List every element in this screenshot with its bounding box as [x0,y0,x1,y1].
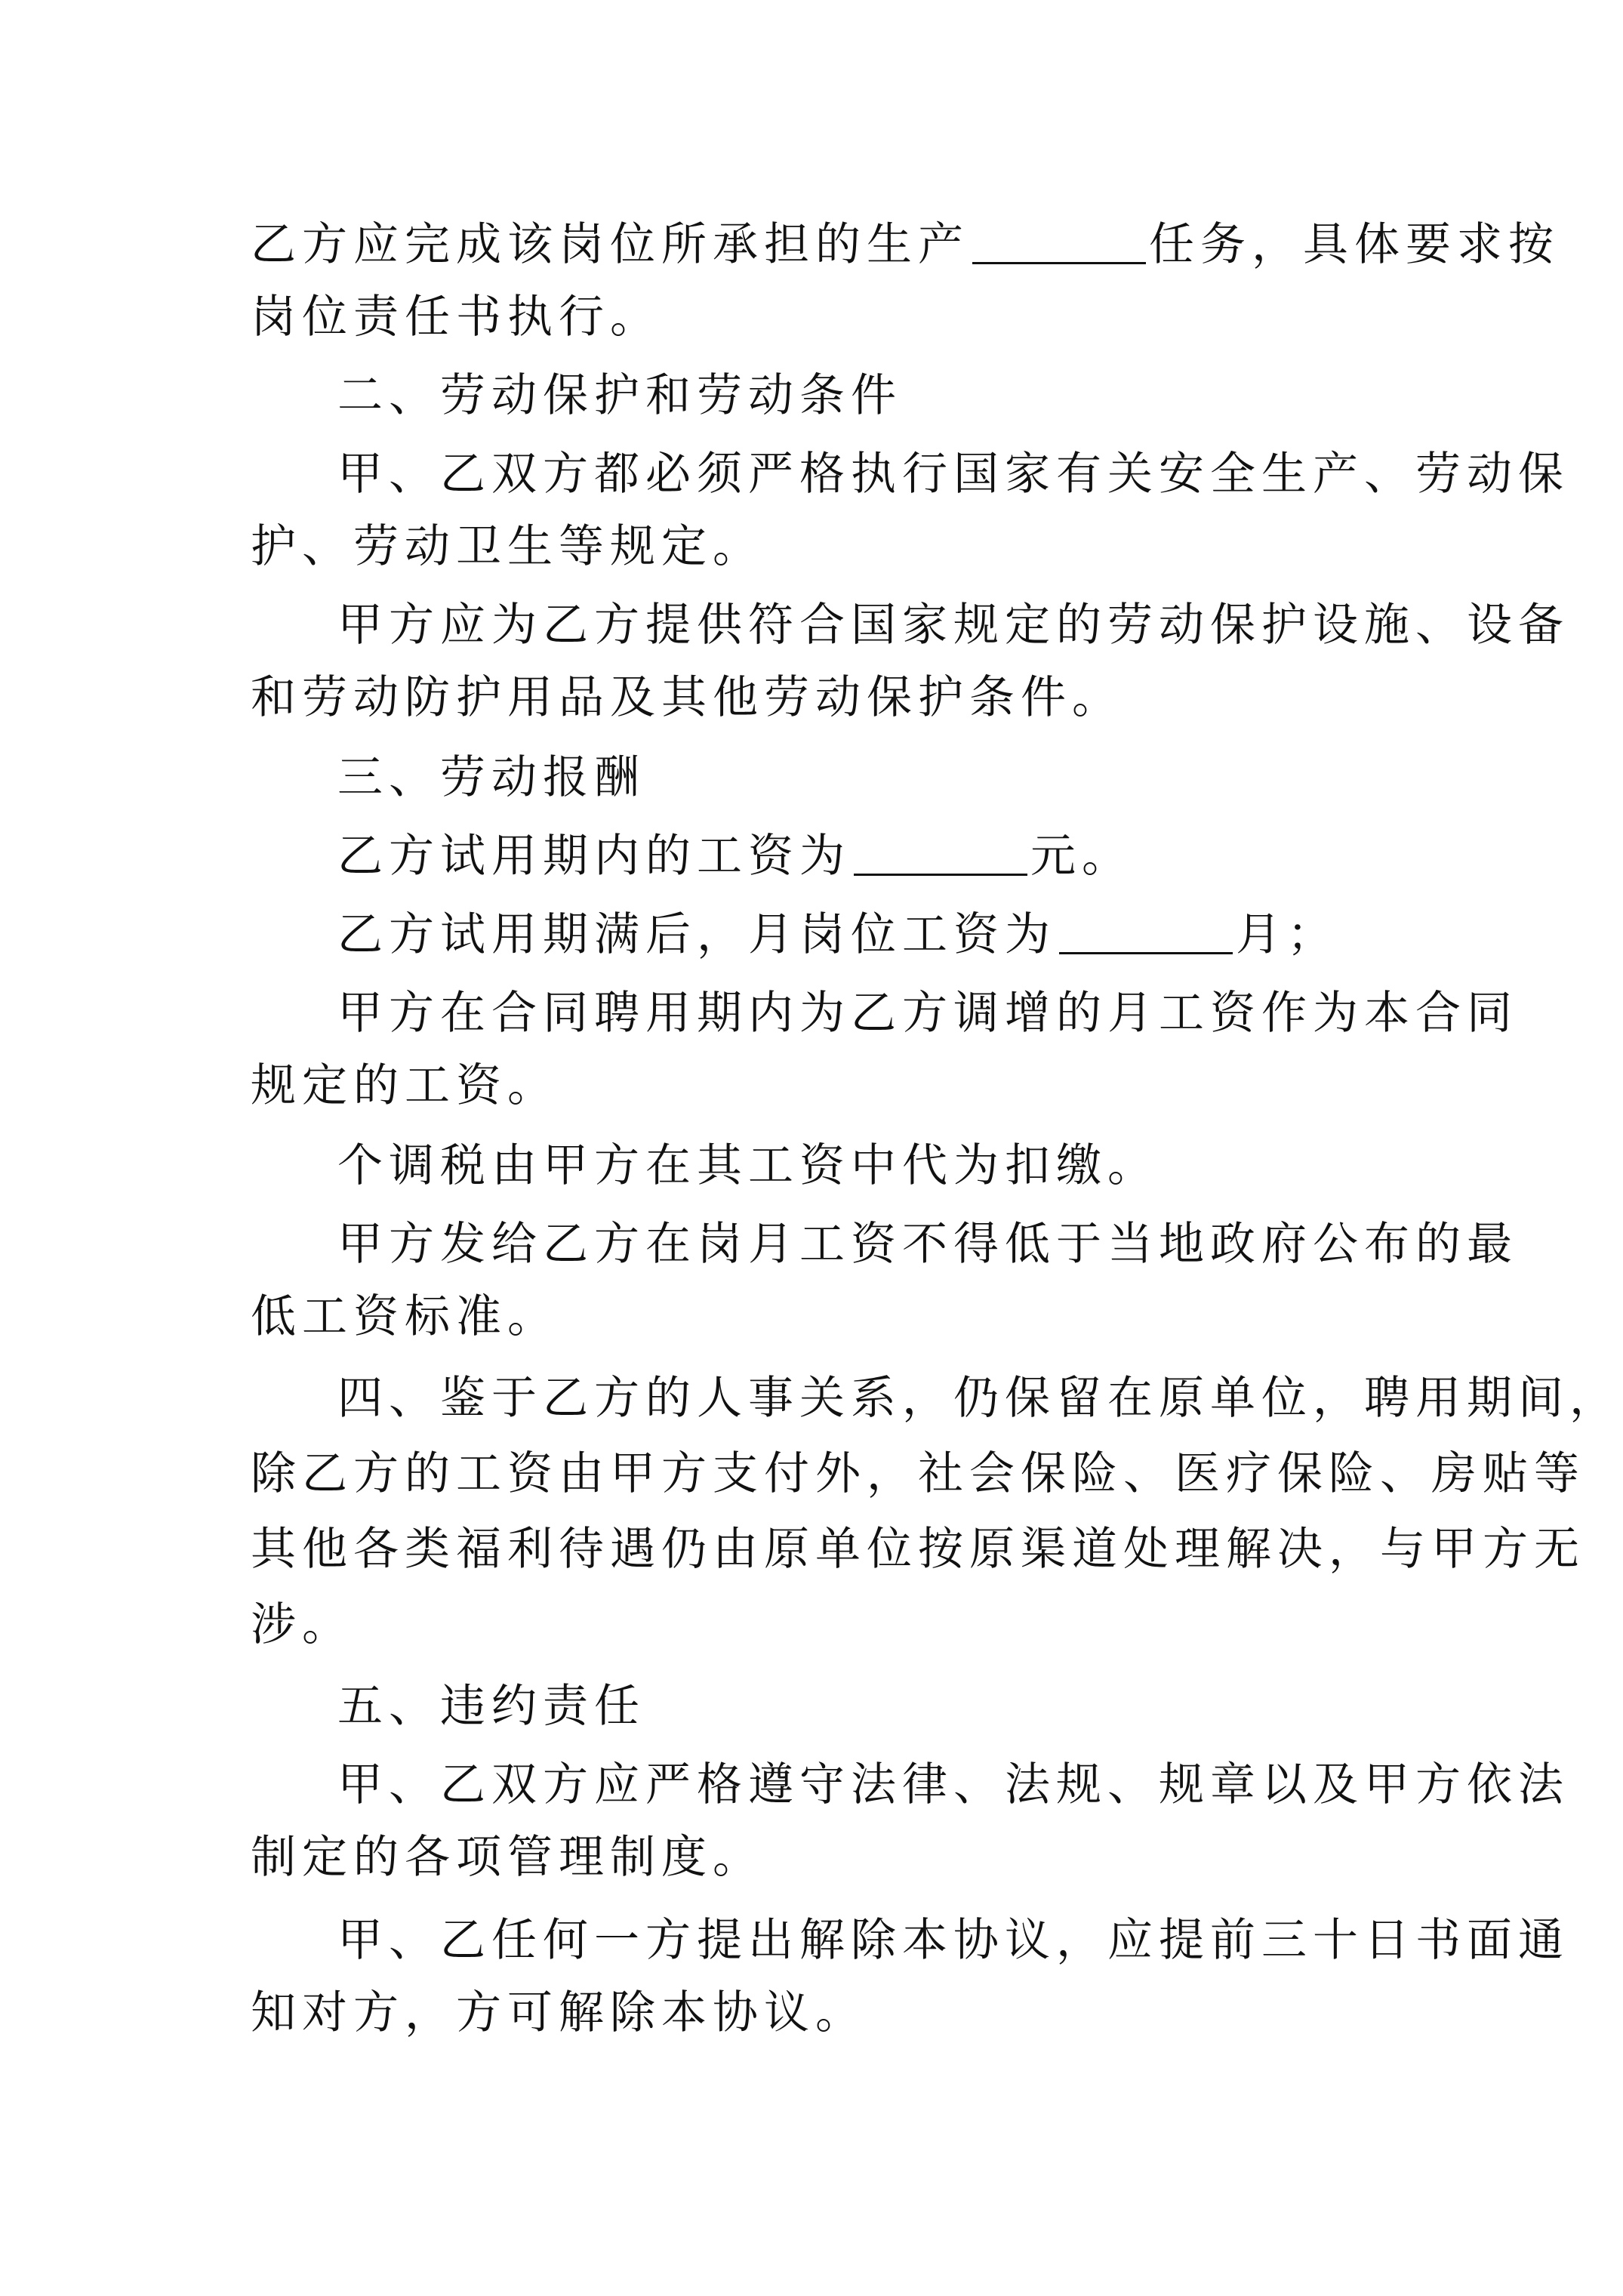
paragraph-line [337,1749,1569,1821]
heading-text: 二、劳动保护和劳动条件 [337,369,902,422]
line-text: 涉。 [251,1598,353,1651]
line-text: 护、劳动卫生等规定。 [251,520,764,573]
paragraph-line [251,208,1560,281]
paragraph-line [251,510,1383,583]
line-text: 和劳动防护用品及其他劳动保护条件。 [251,671,1123,724]
paragraph-line [251,1281,1383,1353]
line-text-cont: 元。 [1030,830,1133,883]
line-text: 其他各类福利待遇仍由原单位按原渠道处理解决，与甲方无 [251,1523,1585,1576]
line-text: 甲方在合同聘用期内为乙方调增的月工资作为本合同 [337,987,1518,1040]
section-heading [337,741,1383,814]
paragraph-line [337,589,1569,661]
paragraph-line [251,661,1383,734]
paragraph-line [337,898,1383,971]
line-text: 甲方发给乙方在岗月工资不得低于当地政府公布的最 [337,1218,1518,1271]
fill-in-blank [854,828,1027,876]
line-text-cont: 任务，具体要求按 [1149,218,1560,271]
paragraph-line [251,1821,1383,1894]
line-text: 甲、乙双方都必须严格执行国家有关安全生产、劳动保 [337,448,1569,501]
line-text: 甲方应为乙方提供符合国家规定的劳动保护设施、设备 [337,599,1569,652]
line-text: 乙方应完成该岗位所承担的生产 [251,218,969,271]
section-heading [337,359,1383,432]
paragraph-line [251,1977,1383,2049]
line-text: 四、鉴于乙方的人事关系，仍保留在原单位，聘用期间， [337,1372,1621,1425]
paragraph-line [251,1589,1383,1661]
paragraph-line [337,820,1383,892]
line-text: 低工资标准。 [251,1290,559,1343]
paragraph-line [337,1130,1383,1202]
fill-in-blank [972,217,1146,264]
paragraph-line [337,1362,1621,1435]
section-heading [337,1670,1383,1743]
paragraph-line [251,1513,1585,1586]
paragraph-line [337,1904,1569,1977]
paragraph-line [251,281,1383,353]
line-text: 乙方试用期满后，月岗位工资为 [337,908,1056,961]
heading-text: 三、劳动报酬 [337,751,645,804]
line-text: 知对方，方可解除本协议。 [251,1986,867,2039]
paragraph-line [337,438,1569,510]
line-text: 个调税由甲方在其工资中代为扣缴。 [337,1139,1159,1192]
paragraph-line [251,1438,1585,1510]
paragraph-line [337,1208,1518,1281]
line-text: 规定的工资。 [251,1059,559,1112]
line-text: 乙方试用期内的工资为 [337,830,851,883]
paragraph-line [337,977,1518,1049]
line-text: 甲、乙双方应严格遵守法律、法规、规章以及甲方依法 [337,1758,1569,1811]
line-text: 甲、乙任何一方提出解除本协议，应提前三十日书面通 [337,1914,1569,1967]
fill-in-blank [1059,907,1233,954]
paragraph-line [251,1049,1383,1122]
line-text: 除乙方的工资由甲方支付外，社会保险、医疗保险、房贴等 [251,1447,1585,1500]
line-text: 岗位责任书执行。 [251,291,661,344]
heading-text: 五、违约责任 [337,1680,645,1733]
line-text-cont: 月； [1236,908,1338,961]
line-text: 制定的各项管理制度。 [251,1831,764,1884]
